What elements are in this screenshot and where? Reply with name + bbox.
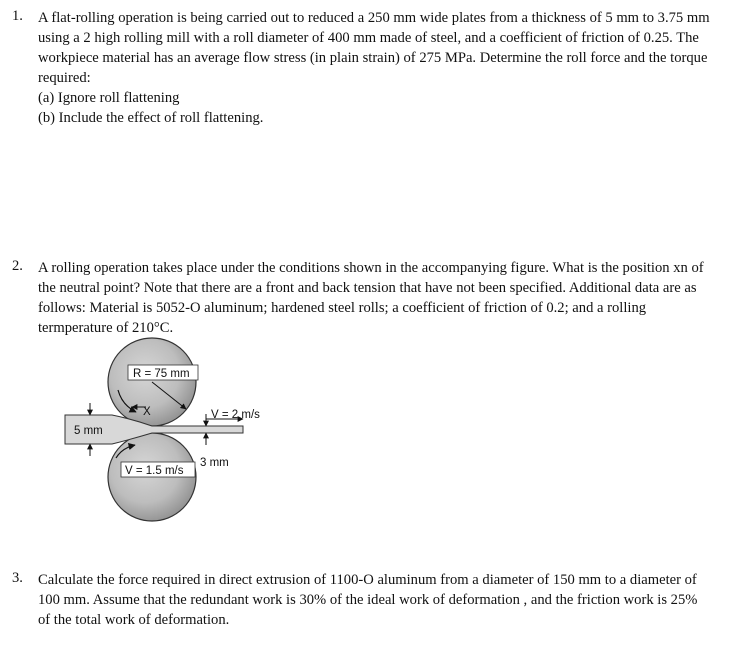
exit-thickness-label: 3 mm xyxy=(200,457,229,469)
problem-2 xyxy=(12,258,712,338)
problem-text: Calculate the force required in direct extrusion of 1100-O aluminum from a diameter of 150 mm to a diameter of 100 mm. Assume that the redundant work is 30% of the ideal work of deformation , and the friction work is 25% of the total work of deformation. xyxy=(38,572,698,628)
exit-velocity-label: V = 2 m/s xyxy=(211,409,260,421)
problem-1 xyxy=(12,8,712,128)
problem-number: 3. xyxy=(12,570,23,586)
rolling-figure xyxy=(60,335,290,525)
problem-part-a: (a) Ignore roll flattening xyxy=(38,90,180,106)
problem-number: 2. xyxy=(12,258,23,274)
radius-label: R = 75 mm xyxy=(133,368,190,380)
problem-number: 1. xyxy=(12,8,23,24)
problem-3 xyxy=(12,570,712,630)
roll-speed-label: V = 1.5 m/s xyxy=(125,465,184,477)
problem-text: A rolling operation takes place under the conditions shown in the accompanying figure. What is the position xn of the neutral point? Note that there are a front and back tension that have not been specified. Additional data are as follows: Material is 5052-O aluminum; hardened steel rolls; a coefficient of friction of 0.2; and a rolling termperature of 210°C. xyxy=(38,260,704,336)
entry-thickness-label: 5 mm xyxy=(74,425,103,437)
x-label: X xyxy=(143,406,151,418)
problem-text: A flat-rolling operation is being carried out to reduced a 250 mm wide plates from a thickness of 5 mm to 3.75 mm using a 2 high rolling mill with a roll diameter of 400 mm made of steel, and a coefficient of friction of 0.25. The workpiece material has an average flow stress (in plain strain) of 275 MPa. Determine the roll force and the torque required: xyxy=(38,10,710,86)
problem-part-b: (b) Include the effect of roll flattening. xyxy=(38,110,264,126)
